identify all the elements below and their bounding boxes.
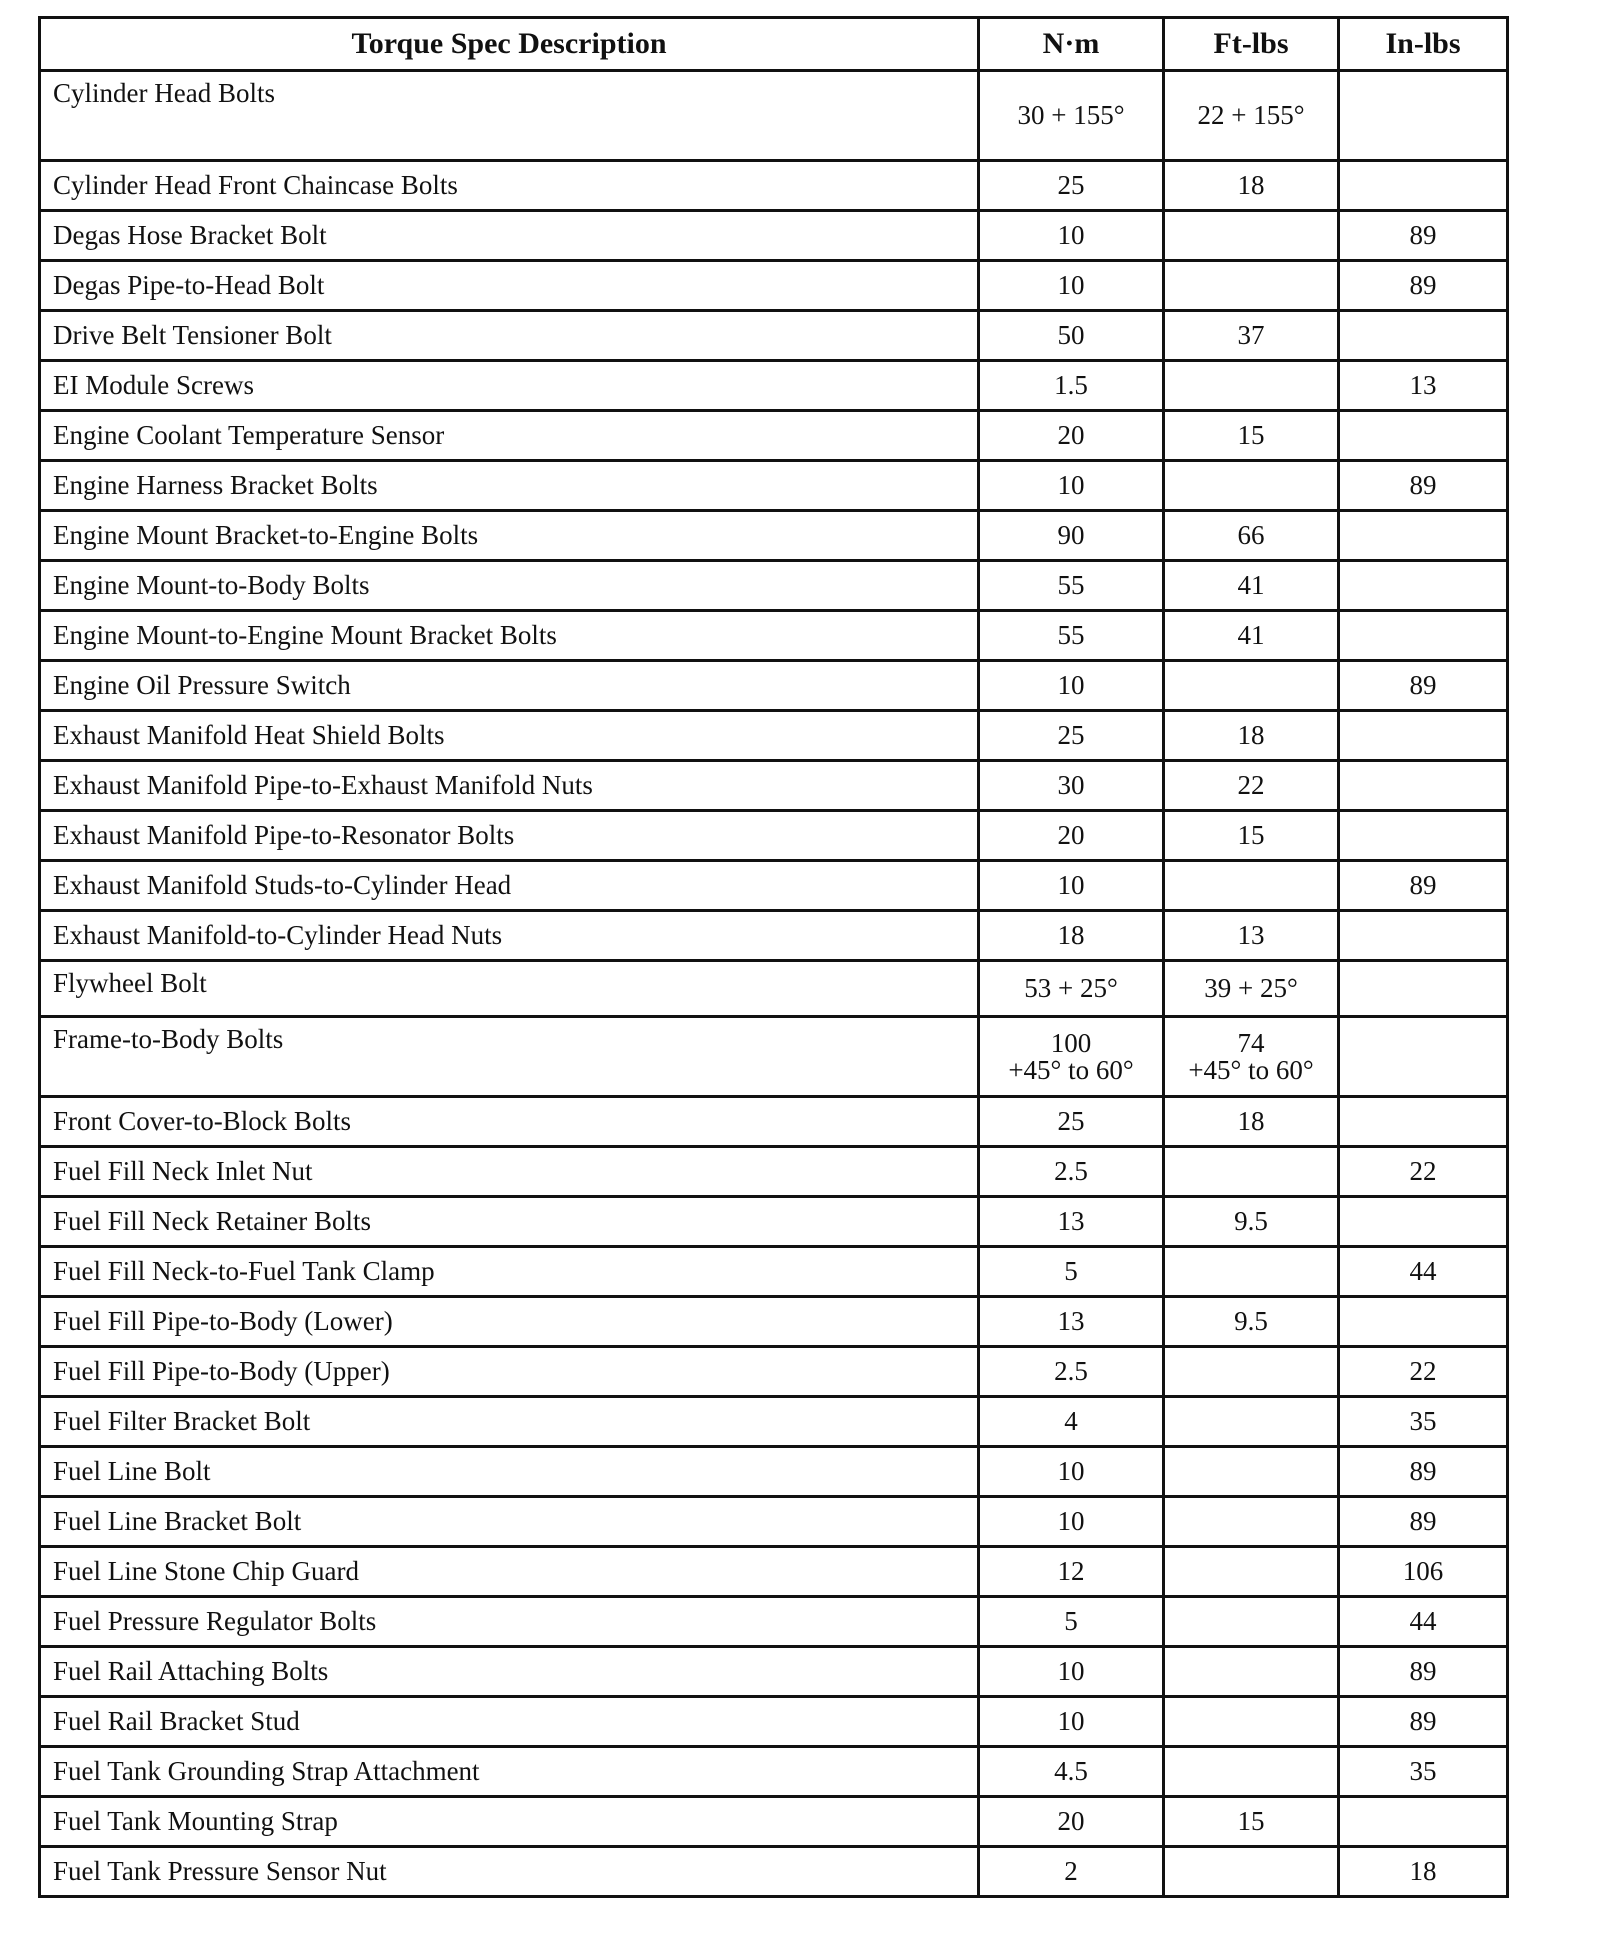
row-ftlbs xyxy=(1164,1347,1339,1397)
torque-spec-table xyxy=(38,16,1509,1898)
row-ftlbs: 22 xyxy=(1164,761,1339,811)
row-nm: 10 xyxy=(979,1697,1164,1747)
table-row xyxy=(40,1497,1508,1547)
table-row xyxy=(40,561,1508,611)
row-inlbs: 35 xyxy=(1339,1747,1508,1797)
row-description: Exhaust Manifold Studs-to-Cylinder Head xyxy=(40,861,979,911)
table-row xyxy=(40,1347,1508,1397)
table-row xyxy=(40,1547,1508,1597)
row-ftlbs: 18 xyxy=(1164,1097,1339,1147)
row-ftlbs xyxy=(1164,261,1339,311)
row-inlbs xyxy=(1339,911,1508,961)
row-inlbs xyxy=(1339,1097,1508,1147)
row-inlbs xyxy=(1339,711,1508,761)
row-inlbs: 89 xyxy=(1339,861,1508,911)
table-row xyxy=(40,861,1508,911)
row-nm: 53 + 25° xyxy=(979,961,1164,1017)
row-description: Exhaust Manifold-to-Cylinder Head Nuts xyxy=(40,911,979,961)
row-description: Fuel Tank Pressure Sensor Nut xyxy=(40,1847,979,1897)
header-ftlbs: Ft-lbs xyxy=(1164,18,1339,71)
table-row xyxy=(40,1297,1508,1347)
row-inlbs: 106 xyxy=(1339,1547,1508,1597)
row-ftlbs: 15 xyxy=(1164,1797,1339,1847)
row-ftlbs xyxy=(1164,1547,1339,1597)
row-ftlbs xyxy=(1164,861,1339,911)
row-ftlbs: 18 xyxy=(1164,161,1339,211)
row-description: Fuel Fill Neck Inlet Nut xyxy=(40,1147,979,1197)
row-inlbs: 89 xyxy=(1339,1697,1508,1747)
row-ftlbs: 37 xyxy=(1164,311,1339,361)
row-nm: 12 xyxy=(979,1547,1164,1597)
row-inlbs: 89 xyxy=(1339,661,1508,711)
row-inlbs: 44 xyxy=(1339,1247,1508,1297)
row-ftlbs xyxy=(1164,361,1339,411)
row-nm: 4.5 xyxy=(979,1747,1164,1797)
row-inlbs: 22 xyxy=(1339,1347,1508,1397)
row-ftlbs xyxy=(1164,1697,1339,1747)
row-description: Degas Hose Bracket Bolt xyxy=(40,211,979,261)
row-ftlbs: 18 xyxy=(1164,711,1339,761)
row-inlbs: 44 xyxy=(1339,1597,1508,1647)
table-row xyxy=(40,611,1508,661)
table-row xyxy=(40,761,1508,811)
row-nm: 10 xyxy=(979,461,1164,511)
row-ftlbs: 15 xyxy=(1164,411,1339,461)
row-ftlbs: 66 xyxy=(1164,511,1339,561)
row-description: Drive Belt Tensioner Bolt xyxy=(40,311,979,361)
row-description: Fuel Fill Neck-to-Fuel Tank Clamp xyxy=(40,1247,979,1297)
row-nm xyxy=(979,1017,1164,1097)
table-row xyxy=(40,1397,1508,1447)
row-inlbs: 18 xyxy=(1339,1847,1508,1897)
row-ftlbs xyxy=(1164,1847,1339,1897)
table-row xyxy=(40,1847,1508,1897)
row-ftlbs xyxy=(1164,1147,1339,1197)
row-nm: 13 xyxy=(979,1197,1164,1247)
row-inlbs: 89 xyxy=(1339,211,1508,261)
row-ftlbs xyxy=(1164,1397,1339,1447)
row-inlbs xyxy=(1339,961,1508,1017)
row-inlbs: 89 xyxy=(1339,1647,1508,1697)
row-ftlbs-line2: +45° to 60° xyxy=(1188,1054,1314,1085)
row-description: Engine Mount-to-Engine Mount Bracket Bolts xyxy=(40,611,979,661)
row-ftlbs xyxy=(1164,661,1339,711)
row-inlbs xyxy=(1339,511,1508,561)
row-nm: 90 xyxy=(979,511,1164,561)
row-inlbs xyxy=(1339,311,1508,361)
row-description: Fuel Pressure Regulator Bolts xyxy=(40,1597,979,1647)
row-nm: 4 xyxy=(979,1397,1164,1447)
row-nm: 2 xyxy=(979,1847,1164,1897)
row-ftlbs xyxy=(1164,1597,1339,1647)
row-nm: 10 xyxy=(979,1647,1164,1697)
row-description: Degas Pipe-to-Head Bolt xyxy=(40,261,979,311)
row-nm-line1: 100 xyxy=(1050,1027,1092,1058)
row-description: Engine Oil Pressure Switch xyxy=(40,661,979,711)
row-description: Engine Harness Bracket Bolts xyxy=(40,461,979,511)
row-description: Engine Coolant Temperature Sensor xyxy=(40,411,979,461)
table-row xyxy=(40,1247,1508,1297)
row-ftlbs: 39 + 25° xyxy=(1164,961,1339,1017)
table-row xyxy=(40,1447,1508,1497)
row-nm: 10 xyxy=(979,261,1164,311)
table-row xyxy=(40,1147,1508,1197)
row-inlbs: 89 xyxy=(1339,1497,1508,1547)
row-description: Engine Mount-to-Body Bolts xyxy=(40,561,979,611)
table-row xyxy=(40,211,1508,261)
row-ftlbs xyxy=(1164,211,1339,261)
row-inlbs xyxy=(1339,411,1508,461)
row-ftlbs: 13 xyxy=(1164,911,1339,961)
row-inlbs xyxy=(1339,1197,1508,1247)
table-row xyxy=(40,911,1508,961)
row-inlbs xyxy=(1339,1297,1508,1347)
row-ftlbs: 9.5 xyxy=(1164,1197,1339,1247)
row-inlbs: 89 xyxy=(1339,1447,1508,1497)
row-nm: 25 xyxy=(979,161,1164,211)
row-ftlbs xyxy=(1164,461,1339,511)
row-description: Fuel Filter Bracket Bolt xyxy=(40,1397,979,1447)
row-nm: 20 xyxy=(979,411,1164,461)
row-nm: 55 xyxy=(979,561,1164,611)
table-row xyxy=(40,1597,1508,1647)
row-nm: 10 xyxy=(979,211,1164,261)
row-description: Front Cover-to-Block Bolts xyxy=(40,1097,979,1147)
row-description: Cylinder Head Bolts xyxy=(40,71,979,161)
table-row xyxy=(40,1197,1508,1247)
row-inlbs xyxy=(1339,71,1508,161)
row-ftlbs xyxy=(1164,1747,1339,1797)
row-inlbs: 89 xyxy=(1339,261,1508,311)
row-inlbs xyxy=(1339,811,1508,861)
table-row xyxy=(40,411,1508,461)
row-nm-line2: +45° to 60° xyxy=(1008,1054,1134,1085)
row-nm: 10 xyxy=(979,1447,1164,1497)
table-row xyxy=(40,661,1508,711)
table-row xyxy=(40,161,1508,211)
row-description: Fuel Fill Pipe-to-Body (Lower) xyxy=(40,1297,979,1347)
row-description: Exhaust Manifold Pipe-to-Resonator Bolts xyxy=(40,811,979,861)
row-description: Fuel Tank Mounting Strap xyxy=(40,1797,979,1847)
row-ftlbs xyxy=(1164,1247,1339,1297)
row-inlbs xyxy=(1339,611,1508,661)
row-description: Fuel Tank Grounding Strap Attachment xyxy=(40,1747,979,1797)
table-row xyxy=(40,261,1508,311)
row-nm: 55 xyxy=(979,611,1164,661)
row-inlbs xyxy=(1339,161,1508,211)
row-nm: 30 xyxy=(979,761,1164,811)
header-inlbs: In-lbs xyxy=(1339,18,1508,71)
table-row xyxy=(40,1797,1508,1847)
header-description: Torque Spec Description xyxy=(40,18,979,71)
row-ftlbs: 41 xyxy=(1164,611,1339,661)
row-ftlbs-line1: 74 xyxy=(1237,1027,1265,1058)
row-description: Frame-to-Body Bolts xyxy=(40,1017,979,1097)
row-ftlbs xyxy=(1164,1017,1339,1097)
table-row xyxy=(40,71,1508,161)
row-nm: 13 xyxy=(979,1297,1164,1347)
table-row xyxy=(40,1747,1508,1797)
row-description: EI Module Screws xyxy=(40,361,979,411)
row-inlbs xyxy=(1339,1017,1508,1097)
row-description: Fuel Rail Bracket Stud xyxy=(40,1697,979,1747)
row-description: Exhaust Manifold Heat Shield Bolts xyxy=(40,711,979,761)
row-inlbs: 13 xyxy=(1339,361,1508,411)
row-nm: 2.5 xyxy=(979,1347,1164,1397)
row-description: Exhaust Manifold Pipe-to-Exhaust Manifold Nuts xyxy=(40,761,979,811)
table-row xyxy=(40,461,1508,511)
row-inlbs: 89 xyxy=(1339,461,1508,511)
row-description: Fuel Rail Attaching Bolts xyxy=(40,1647,979,1697)
row-description: Fuel Line Bracket Bolt xyxy=(40,1497,979,1547)
row-nm: 25 xyxy=(979,711,1164,761)
row-description: Cylinder Head Front Chaincase Bolts xyxy=(40,161,979,211)
row-inlbs xyxy=(1339,1797,1508,1847)
header-row xyxy=(40,18,1508,71)
row-inlbs: 35 xyxy=(1339,1397,1508,1447)
row-nm: 10 xyxy=(979,861,1164,911)
row-nm: 1.5 xyxy=(979,361,1164,411)
row-inlbs xyxy=(1339,561,1508,611)
row-description: Flywheel Bolt xyxy=(40,961,979,1017)
row-ftlbs: 15 xyxy=(1164,811,1339,861)
row-ftlbs: 41 xyxy=(1164,561,1339,611)
row-nm: 5 xyxy=(979,1247,1164,1297)
row-nm: 10 xyxy=(979,661,1164,711)
table-row xyxy=(40,811,1508,861)
row-nm: 18 xyxy=(979,911,1164,961)
row-nm: 25 xyxy=(979,1097,1164,1147)
table-row xyxy=(40,361,1508,411)
row-nm: 20 xyxy=(979,1797,1164,1847)
row-description: Fuel Fill Neck Retainer Bolts xyxy=(40,1197,979,1247)
row-nm: 10 xyxy=(979,1497,1164,1547)
table-row xyxy=(40,1017,1508,1097)
row-description: Fuel Fill Pipe-to-Body (Upper) xyxy=(40,1347,979,1397)
row-nm: 2.5 xyxy=(979,1147,1164,1197)
row-ftlbs: 22 + 155° xyxy=(1164,71,1339,161)
table-row xyxy=(40,1697,1508,1747)
row-description: Fuel Line Stone Chip Guard xyxy=(40,1547,979,1597)
header-nm: N·m xyxy=(979,18,1164,71)
row-description: Engine Mount Bracket-to-Engine Bolts xyxy=(40,511,979,561)
row-nm: 50 xyxy=(979,311,1164,361)
row-nm: 30 + 155° xyxy=(979,71,1164,161)
row-ftlbs xyxy=(1164,1447,1339,1497)
row-inlbs: 22 xyxy=(1339,1147,1508,1197)
table-row xyxy=(40,1647,1508,1697)
table-row xyxy=(40,711,1508,761)
row-ftlbs: 9.5 xyxy=(1164,1297,1339,1347)
table-row xyxy=(40,961,1508,1017)
table-row xyxy=(40,311,1508,361)
table-row xyxy=(40,511,1508,561)
row-nm: 20 xyxy=(979,811,1164,861)
row-description: Fuel Line Bolt xyxy=(40,1447,979,1497)
row-ftlbs xyxy=(1164,1647,1339,1697)
row-ftlbs xyxy=(1164,1497,1339,1547)
row-nm: 5 xyxy=(979,1597,1164,1647)
row-inlbs xyxy=(1339,761,1508,811)
table-row xyxy=(40,1097,1508,1147)
